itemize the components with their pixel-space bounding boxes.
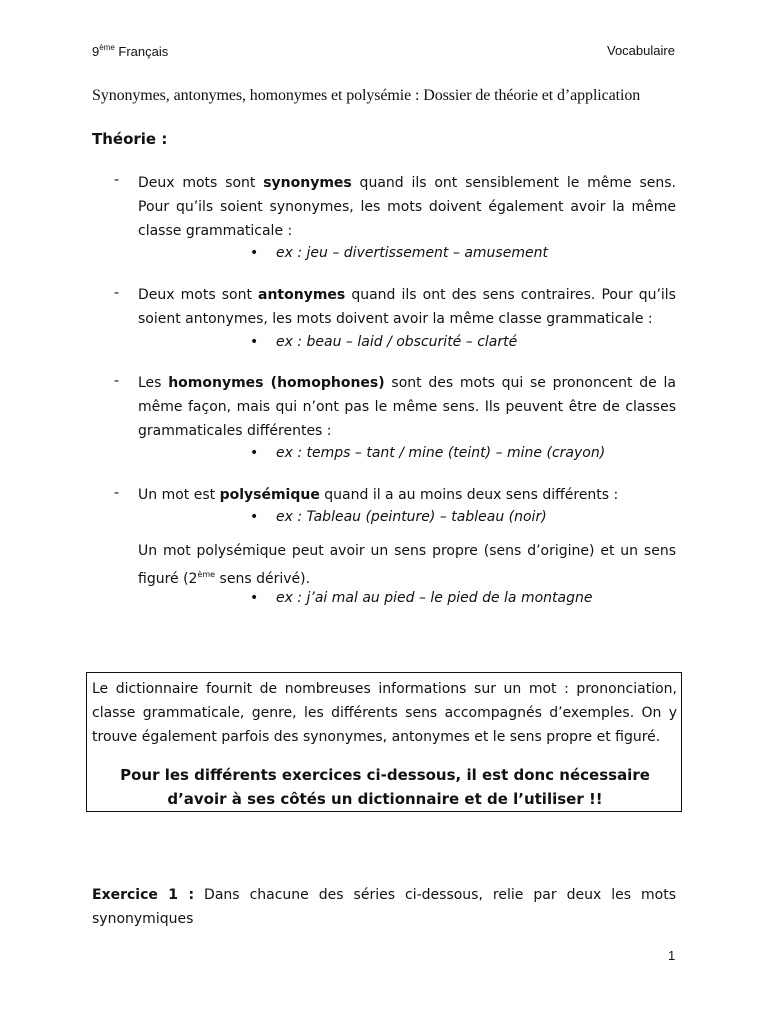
- term-polysemique: polysémique: [219, 487, 320, 503]
- document-title: Synonymes, antonymes, homonymes et polysémie : Dossier de théorie et d’application: [92, 87, 641, 104]
- bullet-icon: •: [250, 590, 259, 606]
- page-number: 1: [668, 948, 676, 963]
- example-text: ex : temps – tant / mine (teint) – mine (crayon): [276, 445, 606, 461]
- instruction-line: Pour les différents exercices ci-dessous, il est donc nécessaire: [120, 766, 650, 784]
- term-synonymes: synonymes: [263, 175, 352, 191]
- definition-text: Un mot polysémique peut avoir un sens propre (sens d’origine) et un sens figuré (2: [138, 543, 676, 587]
- ordinal-sup: ème: [197, 570, 216, 579]
- header-subject: Français: [114, 44, 169, 59]
- definition-text: Deux mots sont: [138, 175, 264, 191]
- header-class-label: [92, 43, 168, 59]
- homonymes-example: [250, 445, 606, 461]
- header-grade-sup: ème: [99, 43, 115, 52]
- exercise-label: Exercice 1 :: [92, 887, 195, 903]
- theory-heading: Théorie :: [92, 130, 168, 148]
- definition-text: sont des mots qui se prononcent de la même façon, mais qui n’ont pas le même sens. Ils peuvent être de classes grammaticales différentes :: [138, 375, 676, 439]
- bullet-icon: •: [250, 445, 259, 461]
- exercise-1: [92, 883, 676, 931]
- definition-text: sens dérivé).: [215, 571, 311, 587]
- header-grade: 9: [92, 44, 100, 59]
- example-text: ex : jeu – divertissement – amusement: [276, 245, 548, 261]
- list-dash: -: [114, 172, 120, 188]
- polysemique-definition: [138, 483, 676, 507]
- definition-text: quand ils ont sensiblement le même sens. Pour qu’ils soient synonymes, les mots doivent également avoir la même classe grammaticale :: [138, 175, 676, 239]
- antonymes-example: [250, 334, 518, 350]
- term-homonymes: homonymes (homophones): [168, 375, 385, 391]
- example-text: ex : j’ai mal au pied – le pied de la montagne: [276, 590, 593, 606]
- definition-text: Deux mots sont: [138, 287, 259, 303]
- bullet-icon: •: [250, 509, 259, 525]
- term-antonymes: antonymes: [258, 287, 346, 303]
- info-box-text: Le dictionnaire fournit de nombreuses informations sur un mot : prononciation, classe grammaticale, genre, les différents sens accompagnés d’exemples. On y trouve également parfois des synonymes, antonymes et le sens propre et figuré.: [92, 681, 677, 745]
- definition-text: quand ils ont des sens contraires. Pour qu’ils soient antonymes, les mots doivent avoir la même classe grammaticale :: [138, 287, 676, 327]
- instruction-line: d’avoir à ses côtés un dictionnaire et de l’utiliser !!: [167, 790, 603, 808]
- list-dash: -: [114, 373, 120, 389]
- definition-text: Un mot est: [138, 487, 220, 503]
- list-dash: -: [114, 285, 120, 301]
- polysemie-example: [250, 590, 593, 606]
- bullet-icon: •: [250, 245, 259, 261]
- homonymes-definition: [138, 371, 676, 443]
- info-box-instruction: [87, 763, 683, 811]
- definition-text: Les: [138, 375, 169, 391]
- exercise-instruction: Dans chacune des séries ci-dessous, relie par deux les mots synonymiques: [92, 887, 676, 927]
- example-text: ex : Tableau (peinture) – tableau (noir): [276, 509, 547, 525]
- definition-text: quand il a au moins deux sens différents :: [319, 487, 619, 503]
- dictionary-info-box: [86, 672, 682, 812]
- synonymes-definition: [138, 171, 676, 243]
- synonymes-example: [250, 245, 548, 261]
- bullet-icon: •: [250, 334, 259, 350]
- header-topic-label: Vocabulaire: [607, 43, 675, 58]
- polysemie-sens-propre-figure: [138, 539, 676, 591]
- list-dash: -: [114, 485, 120, 501]
- example-text: ex : beau – laid / obscurité – clarté: [276, 334, 518, 350]
- antonymes-definition: [138, 283, 676, 331]
- polysemique-example: [250, 509, 547, 525]
